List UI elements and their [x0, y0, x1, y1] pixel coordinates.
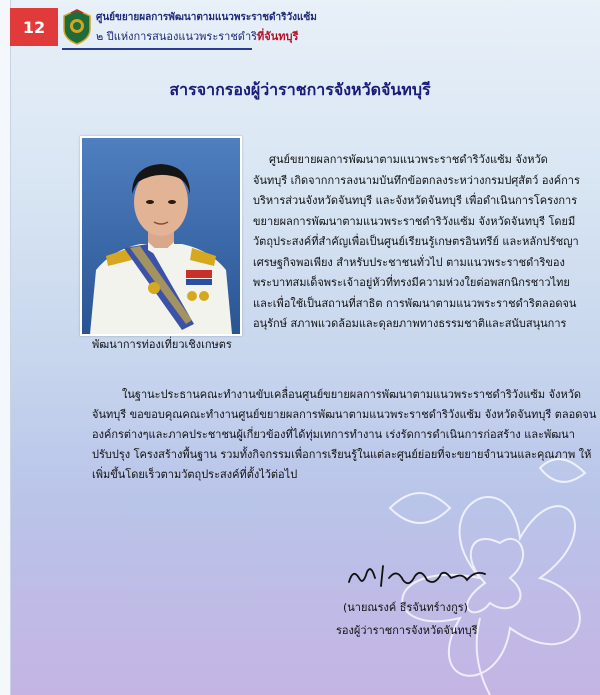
header-highlight: ที่จันทบุรี: [257, 30, 299, 43]
paragraph-line: ปรับปรุง โครงสร้างพื้นฐาน รวมทั้งกิจกรรมเพื่อการเรียนรู้ในแต่ละศูนย์ย่อยที่จะขยายจำนวนและคุณภาพ ให้: [92, 448, 592, 461]
paragraph-line: ในฐานะประธานคณะทำงานขับเคลื่อนศูนย์ขยายผลการพัฒนาตามแนวพระราชดำริวังแซ้ม จังหวัด: [122, 388, 582, 401]
page-title: สารจากรองผู้ว่าราชการจังหวัดจันทบุรี: [169, 80, 431, 99]
paragraph-line: และเพื่อใช้เป็นสถานที่สาธิต การพัฒนาตามแนวพระราชดำริตลอดจน: [253, 296, 577, 310]
paragraph-line: จันทบุรี เกิดจากการลงนามบันทึกข้อตกลงระหว่างกรมปศุสัตว์ องค์การ: [253, 173, 580, 187]
paragraph-line: องค์กรต่างๆและภาคประชาชนผู้เกี่ยวข้องที่ได้ทุ่มเทการทำงาน เร่งรัดการดำเนินการก่อสร้าง และพัฒนา: [92, 428, 575, 441]
paragraph-line: พระบาทสมเด็จพระเจ้าอยู่หัวที่ทรงมีความห่วงใยต่อพสกนิกรชาวไทย: [253, 276, 570, 289]
signature: [345, 560, 505, 590]
paragraph-line: เพิ่มขึ้นโดยเร็วตามวัตถุประสงค์ที่ตั้งไว้ต่อไป: [92, 468, 298, 481]
paragraph-line: วัตถุประสงค์ที่สำคัญเพื่อเป็นศูนย์เรียนรู้เกษตรอินทรีย์ และหลักปรัชญา: [253, 235, 579, 248]
paragraph-thanks: [92, 385, 597, 485]
paragraph-line: จันทบุรี ขอขอบคุณคณะทำงานศูนย์ขยายผลการพัฒนาตามแนวพระราชดำริวังแซ้ม จังหวัดจันทบุรี ตลอดจน: [92, 408, 597, 421]
page-number: 12: [10, 8, 58, 46]
signer-title: รองผู้ว่าราชการจังหวัดจันทบุรี: [336, 624, 478, 637]
header-publication-title: ศูนย์ขยายผลการพัฒนาตามแนวพระราชดำริวังแซ้ม: [96, 12, 317, 23]
header-divider: [62, 48, 252, 50]
paragraph-line: อนุรักษ์ สภาพแวดล้อมและดุลยภาพทางธรรมชาติและสนับสนุนการ: [253, 317, 567, 330]
department-emblem-icon: [62, 9, 92, 45]
header-publication-subtitle: ๒ ปีแห่งการสนองแนวพระราชดำริที่จันทบุรี: [96, 30, 299, 43]
paragraph-line: บริหารส่วนจังหวัดจันทบุรี และจังหวัดจันทบุรี เพื่อดำเนินการโครงการ: [253, 194, 578, 207]
official-portrait: [80, 136, 242, 336]
paragraph-line: เศรษฐกิจพอเพียง สำหรับประชาชนทั่วไป ตามแนวพระราชดำริของ: [253, 255, 565, 269]
paragraph-line: พัฒนาการท่องเที่ยวเชิงเกษตร: [92, 337, 232, 351]
signer-name: (นายณรงค์ ธีรจันทร์างกูร): [343, 601, 468, 614]
paragraph-line: ศูนย์ขยายผลการพัฒนาตามแนวพระราชดำริวังแซ้ม จังหวัด: [269, 153, 548, 166]
paragraph-line: ขยายผลการพัฒนาตามแนวพระราชดำริวังแซ้ม จังหวัดจันทบุรี โดยมี: [253, 214, 576, 228]
page-edge: [0, 0, 11, 695]
